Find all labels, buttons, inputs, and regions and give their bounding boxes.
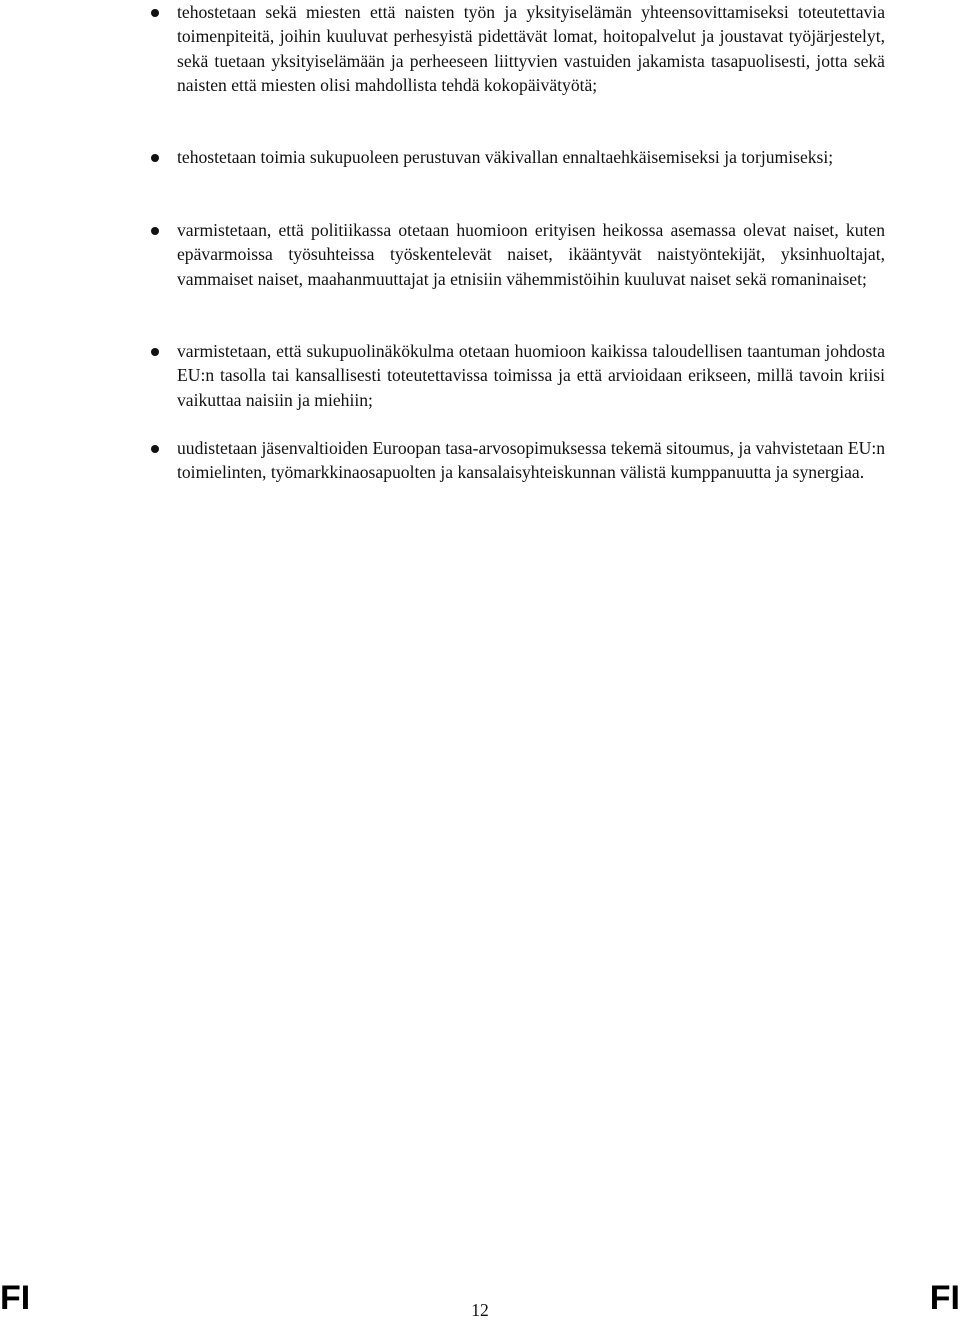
bullet-text: varmistetaan, että sukupuolinäkökulma otetaan huomioon kaikissa taloudellisen taantuman johdosta EU:n tasolla tai kansallisesti toteutettavissa toimissa ja että arvioidaan erikseen, millä tavoin kriisi vaikuttaa naisiin ja miehiin; — [177, 341, 885, 410]
bullet-marker — [151, 348, 159, 356]
bullet-text: varmistetaan, että politiikassa otetaan huomioon erityisen heikossa asemassa olevat naiset, kuten epävarmoissa työsuhteissa työskentelevät naiset, ikääntyvät naistyöntekijät, yksinhuoltajat, vammaiset naiset, maahanmuuttajat ja etnisiin vähemmistöihin kuuluvat naiset sekä romaninaiset; — [177, 220, 885, 289]
bullet-marker — [151, 227, 159, 235]
bullet-text: uudistetaan jäsenvaltioiden Euroopan tasa-arvosopimuksessa tekemä sitoumus, ja vahvistetaan EU:n toimielinten, työmarkkinaosapuolten ja kansalaisyhteiskunnan välistä kumppanuutta ja synergiaa. — [177, 438, 885, 483]
bullet-marker — [151, 9, 159, 17]
bullet-marker — [151, 154, 159, 162]
footer-language-left: FI — [0, 1279, 31, 1317]
bullet-marker — [151, 445, 159, 453]
bullet-text: tehostetaan toimia sukupuoleen perustuvan väkivallan ennaltaehkäisemiseksi ja torjumiseksi; — [177, 147, 834, 167]
page-number: 12 — [471, 1300, 489, 1320]
bullet-text: tehostetaan sekä miesten että naisten työn ja yksityiselämän yhteensovittamiseksi toteutettavia toimenpiteitä, joihin kuuluvat perhesyistä pidettävät lomat, hoitopalvelut ja joustavat työjärjestelyt, sekä tuetaan yksityiselämään ja perheeseen liittyvien vastuiden jakamista tasapuolisesti, jotta sekä naisten että miesten olisi mahdollista tehdä kokopäivätyötä; — [177, 2, 885, 96]
footer-language-right: FI — [929, 1279, 960, 1317]
